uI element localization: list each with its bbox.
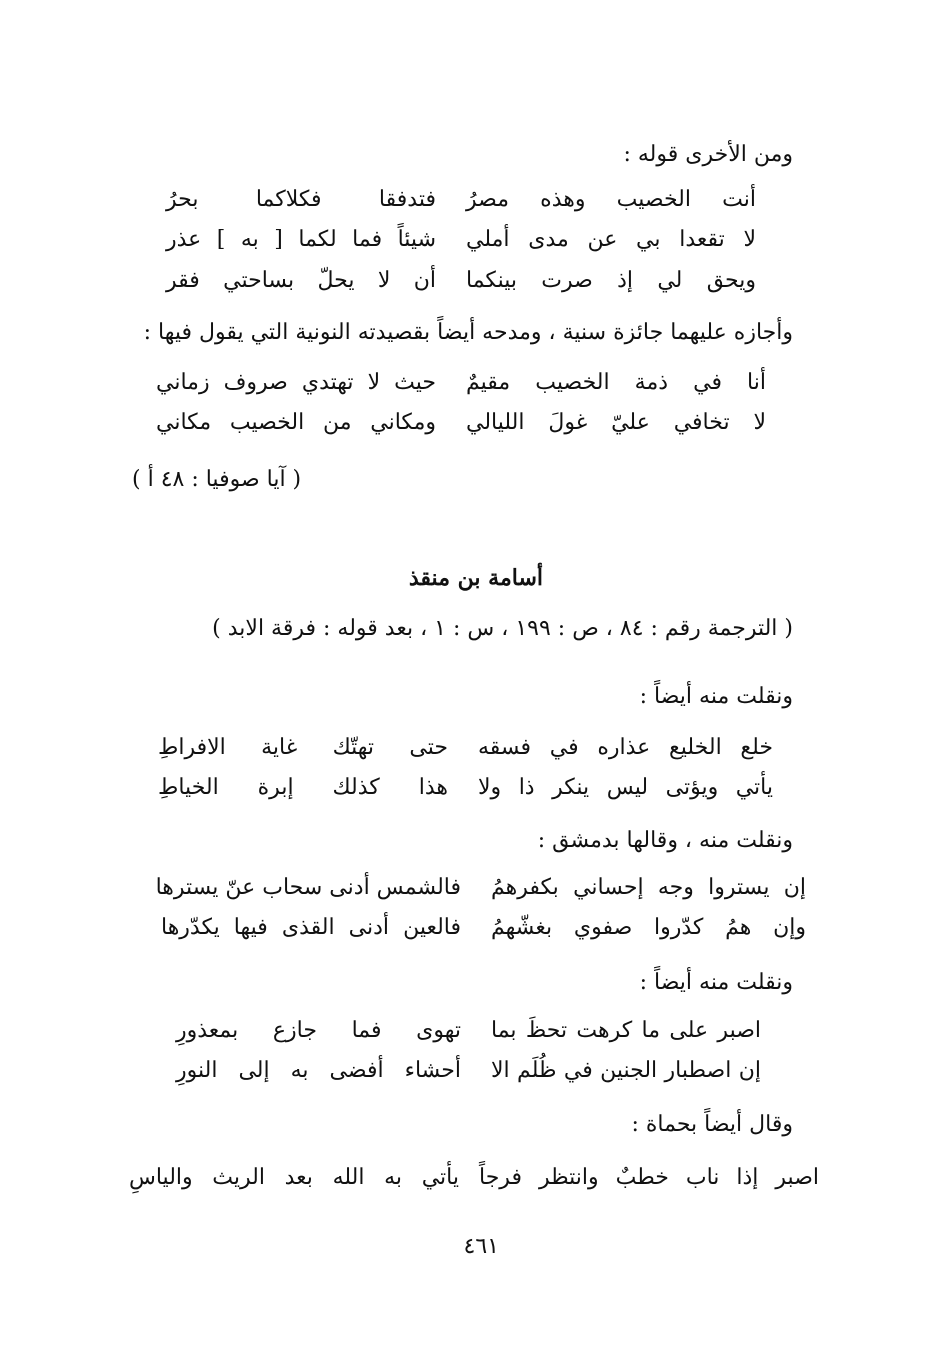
verse-6-1 [129, 1163, 819, 1193]
hemistich-second: حتى تهتّك غاية الافراطِ [158, 735, 448, 760]
hemistich-second: شيئاً فما لكما [ به ] عذر [166, 227, 436, 252]
hemistich-first: لا تقعدا بي عن مدى أملي [466, 227, 756, 252]
intro-line-3: ونقلت منه أيضاً : [639, 684, 793, 709]
page-number: ٤٦١ [463, 1234, 499, 1259]
verse-4-1 [155, 873, 806, 903]
intro-line-6: وقال أيضاً بحماة : [631, 1112, 793, 1137]
verse-2-1 [156, 368, 766, 398]
verse-5-1 [176, 1016, 761, 1046]
hemistich-first: وإن همُ كدّروا صفوي بغشّهمُ [491, 915, 806, 940]
verse-1-1 [166, 185, 756, 215]
source-citation: ( آيا صوفيا : ٤٨ أ ) [132, 467, 302, 492]
hemistich-first: ويحق لي إذ صرت بينكما [466, 268, 756, 293]
hemistich-second: يأتي به الله بعد الريث والياسِ [129, 1165, 459, 1190]
hemistich-first: يأتي ويؤتى ليس ينكر ذا ولا [478, 775, 773, 800]
hemistich-first: إن اصطبار الجنين في ظُلَم الا [491, 1058, 761, 1083]
hemistich-second: فالشمس أدنى سحاب عنّ يسترها [155, 875, 461, 900]
hemistich-first: لا تخافي عليّ غولَ الليالي [466, 410, 766, 435]
verse-4-2 [161, 913, 806, 943]
hemistich-first: اصبر على ما كرهت تحظَ بما [491, 1018, 761, 1043]
hemistich-first: خلع الخليع عذاره في فسقه [478, 735, 773, 760]
verse-3-1 [158, 733, 773, 763]
hemistich-second: ومكاني من الخصيب مكاني [156, 410, 436, 435]
intro-line-4: ونقلت منه ، وقالها بدمشق : [537, 828, 793, 853]
section-heading: أسامة بن منقذ [408, 565, 543, 591]
verse-2-2 [156, 408, 766, 438]
hemistich-first: إن يستروا وجه إحساني بكفرهمُ [491, 875, 806, 900]
intro-line-2: وأجازه عليهما جائزة سنية ، ومدحه أيضاً بقصيدته النونية التي يقول فيها : [143, 320, 793, 345]
hemistich-second: أن لا يحلّ بساحتي فقر [166, 268, 436, 293]
verse-5-2 [176, 1056, 761, 1086]
hemistich-first: أنت الخصيب وهذه مصرُ [466, 187, 756, 212]
hemistich-second: أحشاء أفضى به إلى النورِ [176, 1058, 461, 1083]
intro-line-1: ومن الأخرى قوله : [623, 142, 793, 167]
hemistich-second: حيث لا تهتدي صروف زماني [156, 370, 436, 395]
verse-1-2 [166, 225, 756, 255]
hemistich-second: فالعين أدنى القذى فيها يكدّرها [161, 915, 461, 940]
hemistich-second: فتدفقا فكلاكما بحرُ [166, 187, 436, 212]
hemistich-second: هذا كذلك إبرة الخياطِ [158, 775, 448, 800]
verse-1-3 [166, 266, 756, 296]
hemistich-second: تهوى فما جازع بمعذورِ [176, 1018, 461, 1043]
hemistich-first: اصبر إذا ناب خطبٌ وانتظر فرجاً [479, 1165, 819, 1190]
reference-line: ( الترجمة رقم : ٨٤ ، ص : ١٩٩ ، س : ١ ، بعد قوله : فرقة الابد ) [212, 616, 793, 641]
hemistich-first: أنا في ذمة الخصيب مقيمٌ [466, 370, 766, 395]
intro-line-5: ونقلت منه أيضاً : [639, 970, 793, 995]
verse-3-2 [158, 773, 773, 803]
